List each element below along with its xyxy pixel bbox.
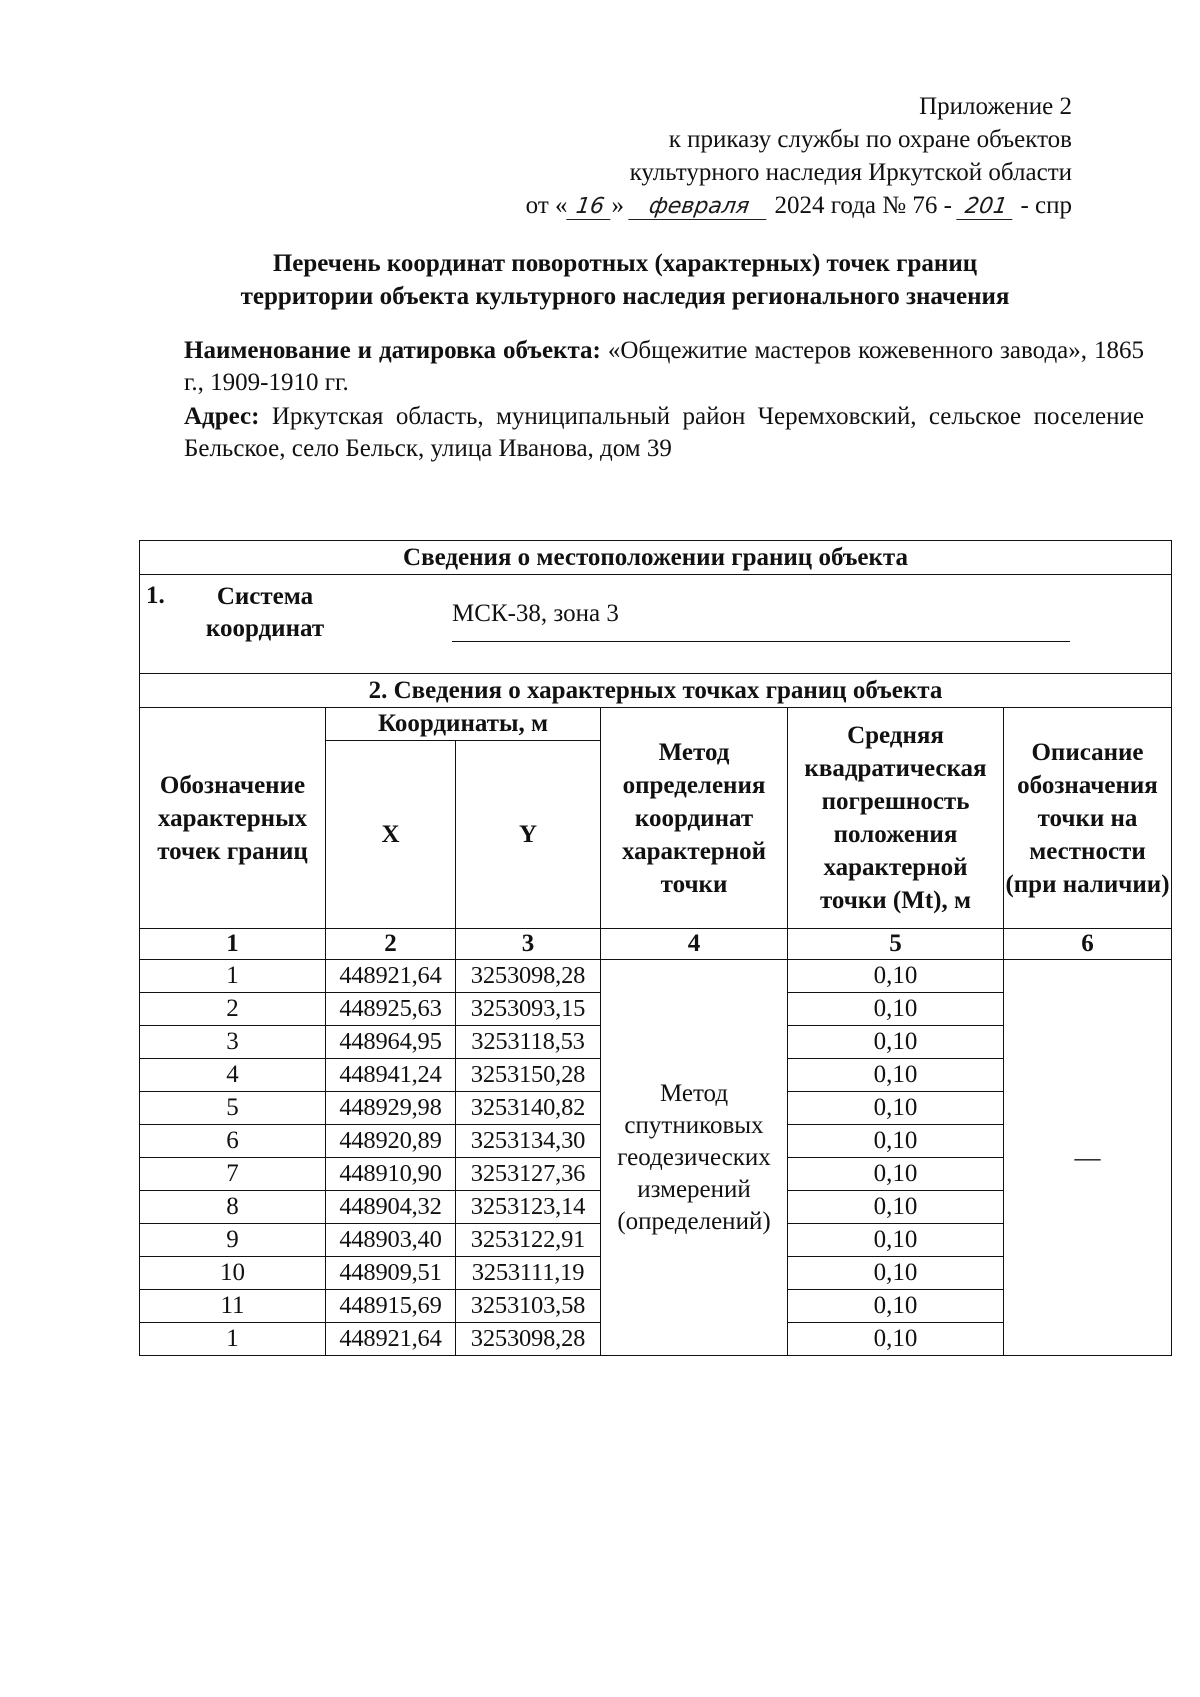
y-cell: 3253093,15 (456, 993, 601, 1026)
appendix-title: Приложение 2 (919, 93, 1072, 120)
appendix-order-ref: к приказу службы по охране объектов (668, 126, 1072, 153)
error-cell: 0,10 (788, 1323, 1004, 1356)
order-prefix: от « (525, 192, 568, 219)
section-1-title: Сведения о местоположении границ объекта (140, 541, 1172, 575)
order-year-text: 2024 года № 76 - (774, 192, 952, 219)
title-line-2: территории объекта культурного наследия регионального значения (240, 283, 1010, 310)
point-cell: 1 (140, 960, 326, 993)
point-cell: 7 (140, 1158, 326, 1191)
x-cell: 448904,32 (326, 1191, 456, 1224)
x-cell: 448964,95 (326, 1026, 456, 1059)
header-coords: Координаты, м (326, 708, 601, 741)
method-cell: Метод спутниковых геодезических измерений (определений) (601, 960, 788, 1356)
column-number-2: 2 (326, 929, 456, 960)
coordinates-table (139, 540, 1172, 1356)
section-2-title: 2. Сведения о характерных точках границ объекта (140, 674, 1172, 708)
point-cell: 9 (140, 1224, 326, 1257)
object-address-label: Адрес: (184, 403, 260, 430)
error-cell: 0,10 (788, 960, 1004, 993)
system-value-underline (452, 641, 1070, 642)
header-point: Обозначение характерных точек границ (140, 708, 326, 929)
y-cell: 3253103,58 (456, 1290, 601, 1323)
header-error: Средняя квадратическая погрешность положения характерной точки (Mt), м (788, 708, 1004, 929)
column-number-3: 3 (456, 929, 601, 960)
y-cell: 3253134,30 (456, 1125, 601, 1158)
column-number-6: 6 (1004, 929, 1172, 960)
y-cell: 3253150,28 (456, 1059, 601, 1092)
object-name-paragraph (184, 335, 1144, 399)
x-cell: 448929,98 (326, 1092, 456, 1125)
error-cell: 0,10 (788, 993, 1004, 1026)
order-mid: » (611, 192, 625, 219)
error-cell: 0,10 (788, 1125, 1004, 1158)
order-suffix: - спр (1020, 192, 1072, 219)
error-cell: 0,10 (788, 1092, 1004, 1125)
object-name-value: «Общежитие мастеров кожевенного завода», 1865 г., 1909-1910 гг. (184, 337, 1144, 396)
object-address-paragraph (184, 401, 1144, 465)
y-cell: 3253098,28 (456, 960, 601, 993)
y-cell: 3253098,28 (456, 1323, 601, 1356)
column-number-1: 1 (140, 929, 326, 960)
x-cell: 448921,64 (326, 960, 456, 993)
point-cell: 5 (140, 1092, 326, 1125)
y-cell: 3253140,82 (456, 1092, 601, 1125)
error-cell: 0,10 (788, 1059, 1004, 1092)
description-cell: — (1004, 960, 1172, 1356)
point-cell: 2 (140, 993, 326, 1026)
title-line-1: Перечень координат поворотных (характерных) точек границ (272, 250, 978, 277)
error-cell: 0,10 (788, 1191, 1004, 1224)
point-cell: 8 (140, 1191, 326, 1224)
object-address-value: Иркутская область, муниципальный район Черемховский, сельское поселение Бельское, село Бельск, улица Иванова, дом 39 (184, 403, 1145, 462)
appendix-header (526, 90, 1072, 222)
point-cell: 1 (140, 1323, 326, 1356)
object-name-label: Наименование и датировка объекта: (184, 337, 601, 364)
header-description: Описание обозначения точки на местности (при наличии) (1004, 708, 1172, 929)
object-info (184, 335, 1144, 467)
x-cell: 448921,64 (326, 1323, 456, 1356)
x-cell: 448920,89 (326, 1125, 456, 1158)
x-cell: 448910,90 (326, 1158, 456, 1191)
error-cell: 0,10 (788, 1158, 1004, 1191)
y-cell: 3253123,14 (456, 1191, 601, 1224)
header-y: Y (456, 741, 601, 929)
table-row (140, 960, 1172, 993)
x-cell: 448925,63 (326, 993, 456, 1026)
y-cell: 3253111,19 (456, 1257, 601, 1290)
x-cell: 448909,51 (326, 1257, 456, 1290)
system-number: 1. (146, 582, 165, 609)
order-month-handwritten: февраля (629, 195, 771, 220)
column-number-4: 4 (601, 929, 788, 960)
point-cell: 3 (140, 1026, 326, 1059)
document-title (150, 247, 1100, 313)
error-cell: 0,10 (788, 1290, 1004, 1323)
appendix-order-line (526, 189, 1072, 222)
y-cell: 3253118,53 (456, 1026, 601, 1059)
header-x: X (326, 741, 456, 929)
order-number-handwritten: 201 (956, 195, 1016, 220)
system-label: Система координат (205, 583, 325, 642)
coordinate-system-cell (140, 575, 1172, 674)
x-cell: 448941,24 (326, 1059, 456, 1092)
error-cell: 0,10 (788, 1257, 1004, 1290)
point-cell: 6 (140, 1125, 326, 1158)
appendix-authority: культурного наследия Иркутской области (629, 159, 1072, 186)
error-cell: 0,10 (788, 1026, 1004, 1059)
x-cell: 448903,40 (326, 1224, 456, 1257)
system-value: МСК-38, зона 3 (452, 600, 619, 627)
x-cell: 448915,69 (326, 1290, 456, 1323)
point-cell: 11 (140, 1290, 326, 1323)
error-cell: 0,10 (788, 1224, 1004, 1257)
column-number-5: 5 (788, 929, 1004, 960)
y-cell: 3253122,91 (456, 1224, 601, 1257)
point-cell: 4 (140, 1059, 326, 1092)
point-cell: 10 (140, 1257, 326, 1290)
header-method: Метод определения координат характерной точки (601, 708, 788, 929)
order-day-handwritten: 16 (566, 195, 614, 220)
y-cell: 3253127,36 (456, 1158, 601, 1191)
